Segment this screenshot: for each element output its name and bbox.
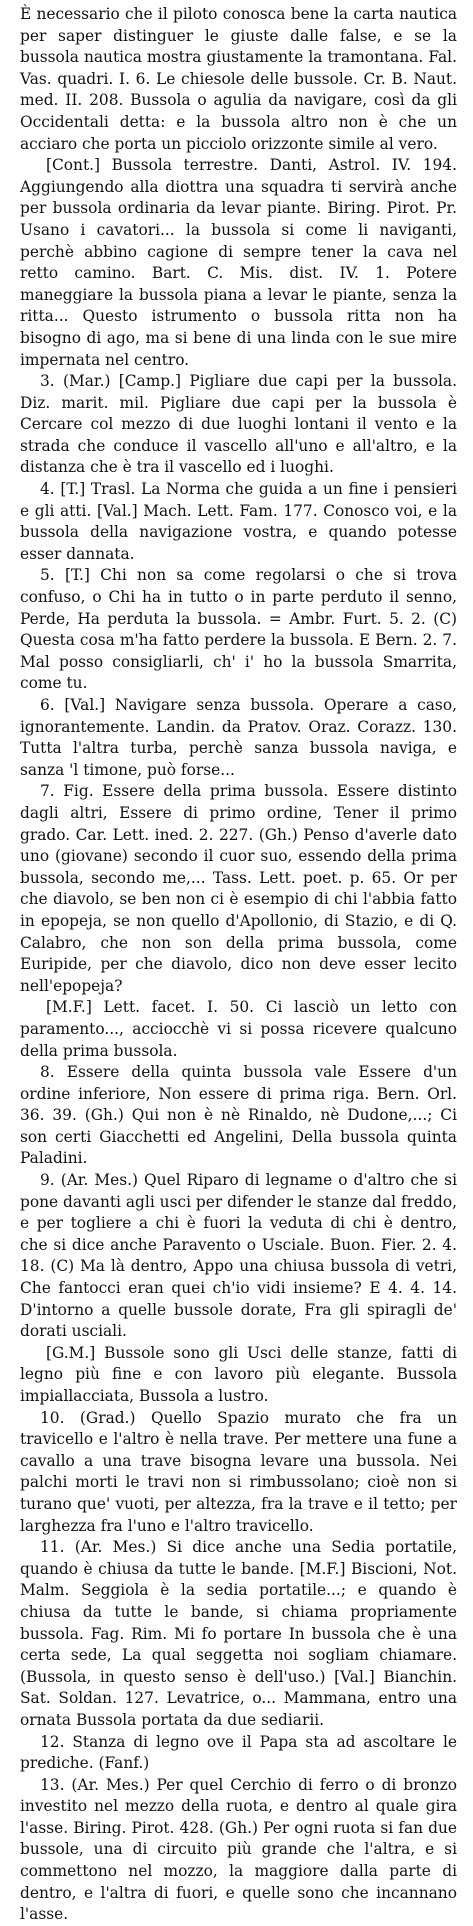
entry-sense-7: 7. Fig. Essere della prima bussola. Essere distinto dagli altri, Essere di primo ordine, Tener il primo grado. Car. Lett. ined. 2. 227. (Gh.) Penso d'averle dato uno (giovane) secondo il cuor suo, essendo della prima bussola, secondo me,... Tass. Lett. poet. p. 65. Or per che diavolo, se ben non ci è esempio di chi l'abbia fatto in epopeja, se non quello d'Apollonio, di Stazio, e di Q. Calabro, che non son della prima bussola, come Euripide, per che diavolo, dico non deve esser lecito nell'epopeja? bbox=[20, 782, 457, 995]
entry-sense-6: 6. [Val.] Navigare senza bussola. Operare a caso, ignorantemente. Landin. da Pratov. Oraz. Corazz. 130. Tutta l'altra turba, perchè sanza bussola naviga, e sanza 'l timone, può forse... bbox=[20, 696, 457, 779]
entry-paragraph-bussola-terrestre: [Cont.] Bussola terrestre. Danti, Astrol. IV. 194. Aggiungendo alla diottra una squadra ti servirà anche per bussola ordinaria da levar piante. Biring. Pirot. Pr. Usano i cavatori... la bussola si come li naviganti, perchè abbino cagione di sempre tener la cava nel retto camino. Bart. C. Mis. dist. IV. 1. Potere maneggiare la bussola piana a levar le piante, senza la ritta... Questo istrumento o bussola ritta non ha bisogno di ago, ma si bene di una linda con le sue mire impernata nel centro. bbox=[20, 156, 457, 369]
entry-sense-8: 8. Essere della quinta bussola vale Essere d'un ordine inferiore, Non essere di prima riga. Bern. Orl. 36. 39. (Gh.) Qui non è nè Rinaldo, nè Dudone,...; Ci son certi Giacchetti ed Angelini, Della bussola quinta Paladini. bbox=[20, 1063, 457, 1168]
entry-sense-9: 9. (Ar. Mes.) Quel Riparo di legname o d'altro che si pone davanti agli usci per difender le stanze dal freddo, e per togliere a chi è fuori la veduta di chi è dentro, che si dice anche Paravento o Usciale. Buon. Fier. 2. 4. 18. (C) Ma là dentro, Appo una chiusa bussola di vetri, Che fantocci eran quei ch'io vidi insieme? E 4. 4. 14. D'intorno a quelle bussole dorate, Fra gli spiragli de' dorati usciali. bbox=[20, 1171, 457, 1341]
entry-sense-3: 3. (Mar.) [Camp.] Pigliare due capi per la bussola. Diz. marit. mil. Pigliare due capi per la bussola è Cercare col mezzo di due luoghi lontani il vento e la strada che conduce il vascello all'uno e all'altro, e la distanza che è tra il vascello ed i luoghi. bbox=[20, 372, 457, 477]
entry-sense-11: 11. (Ar. Mes.) Si dice anche una Sedia portatile, quando è chiusa da tutte le bande. [M.F.] Biscioni, Not. Malm. Seggiola è la sedia portatile...; e quando è chiusa da tutte le bande, si chiama propriamente bussola. Fag. Rim. Mi fo portare In bussola che è una certa sede, La qual seggetta noi sogliam chiamare. (Bussola, in questo senso è dell'uso.) [Val.] Bianchin. Sat. Soldan. 127. Levatrice, o... Mammana, entro una ornata Bussola portata da due sediarii. bbox=[20, 1538, 457, 1729]
entry-paragraph-continuation: È necessario che il piloto conosca bene la carta nautica per saper distinguer le giuste dalle false, e se la bussola nautica mostra giustamente la tramontana. Fal. Vas. quadri. I. 6. Le chiesole delle bussole. Cr. B. Naut. med. II. 208. Bussola o agulia da navigare, così da gli Occidentali detta: e la bussola altro non è che un acciaro che porta un picciolo orizzonte simile al vero. bbox=[20, 5, 457, 153]
entry-sense-7-addendum: [M.F.] Lett. facet. I. 50. Ci lasciò un letto con paramento..., acciocchè vi si possa ricevere qualcuno della prima bussola. bbox=[20, 998, 457, 1060]
entry-sense-5: 5. [T.] Chi non sa come regolarsi o che si trova confuso, o Chi ha in tutto o in parte perduto il senno, Perde, Ha perduta la bussola. = Ambr. Furt. 5. 2. (C) Questa cosa m'ha fatto perdere la bussola. E Bern. 2. 7. Mal posso consigliarli, ch' i' ho la bussola Smarrita, come tu. bbox=[20, 566, 457, 693]
entry-sense-4: 4. [T.] Trasl. La Norma che guida a un fine i pensieri e gli atti. [Val.] Mach. Lett. Fam. 177. Conosco voi, e la bussola della navigazione vostra, e quando potesse esser dannata. bbox=[20, 480, 457, 563]
dictionary-page bbox=[20, 4, 457, 1924]
entry-sense-13: 13. (Ar. Mes.) Per quel Cerchio di ferro o di bronzo investito nel mezzo della ruota, e dentro al quale gira l'asse. Biring. Pirot. 428. (Gh.) Per ogni ruota si fan due bussole, una di circuito più grande che l'altra, e si commettono nel mozzo, la maggiore dalla parte di dentro, e l'altra di fuori, e quelle sono che incannano l'asse. bbox=[20, 1775, 457, 1924]
entry-sense-9-addendum: [G.M.] Bussole sono gli Usci delle stanze, fatti di legno più fine e con lavoro più elegante. Bussola impiallacciata, Bussola a lustro. bbox=[20, 1343, 457, 1405]
entry-sense-12: 12. Stanza di legno ove il Papa sta ad ascoltare le prediche. (Fanf.) bbox=[20, 1732, 457, 1773]
entry-sense-10: 10. (Grad.) Quello Spazio murato che fra un travicello e l'altro è nella trave. Per mettere una fune a cavallo a una trave bisogna levare una bussola. Nei palchi morti le travi non si rimbussolano; cioè non si turano que' vuoti, per altezza, fra la trave e il tetto; per larghezza fra l'uno e l'altro travicello. bbox=[20, 1408, 457, 1535]
